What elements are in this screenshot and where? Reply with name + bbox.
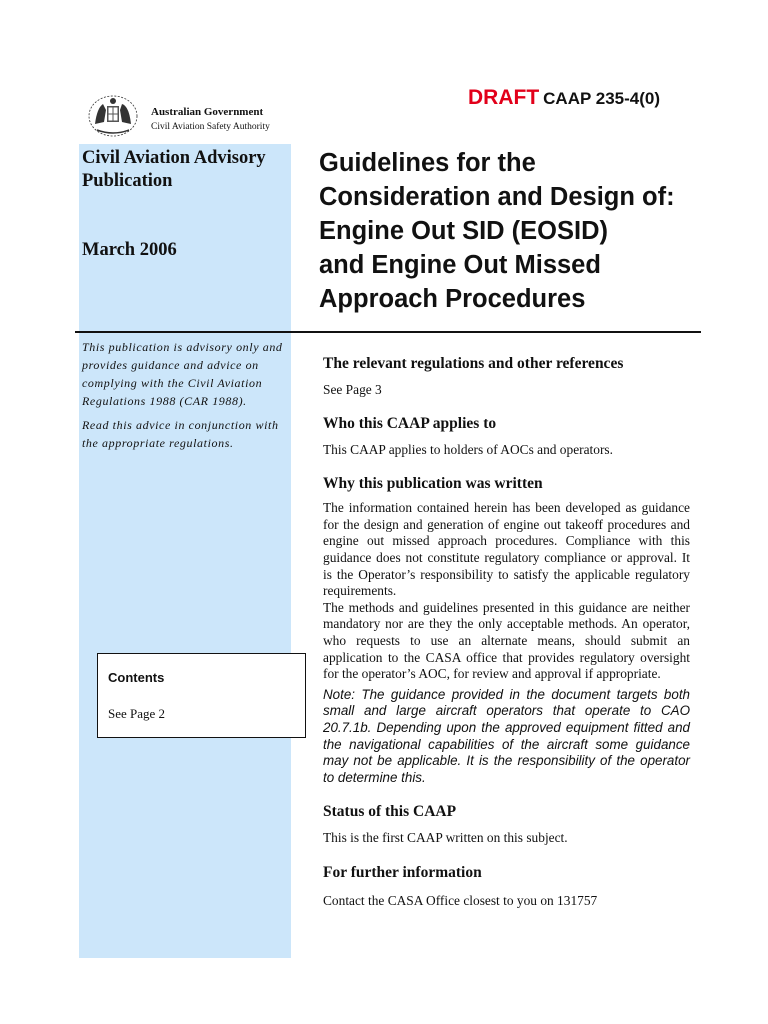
title-line: Consideration and Design of: (319, 183, 675, 211)
government-logo (79, 88, 291, 144)
caap-number: CAAP 235-4(0) (543, 89, 660, 108)
contents-heading: Contents (108, 670, 165, 685)
title-line: Guidelines for the (319, 149, 536, 177)
sidebar-panel (79, 88, 291, 958)
authority-name: Civil Aviation Safety Authority (151, 122, 270, 132)
section-heading: Why this publication was written (323, 475, 543, 493)
conjunction-text: Read this advice in conjunction with the appropriate regulations. (82, 418, 279, 450)
why-paragraph: The methods and guidelines presented in this guidance are neither mandatory nor are they the only acceptable methods. An operator, who requests to use an alternate means, should submit an application to the CASA office that provides regulatory oversight for the operator’s AOC, for review and approval if appropriate. (323, 599, 690, 682)
coat-of-arms-icon (87, 92, 139, 140)
header-divider (75, 331, 701, 333)
government-name: Australian Government (151, 106, 264, 118)
contents-link[interactable]: See Page 2 (108, 706, 166, 721)
note-text: Note: The guidance provided in the document targets both small and large aircraft operators that operate to CAO 20.7.1b. Depending upon the approved equipment fitted and the navigational capabilities of the aircraft some guidance may not be applicable. It is the responsibility of the operator to determine this. (323, 686, 690, 785)
section-heading: Who this CAAP applies to (323, 414, 497, 432)
section-heading: The relevant regulations and other references (323, 355, 624, 372)
main-content (323, 354, 690, 909)
title-line: and Engine Out Missed (319, 251, 601, 279)
document-id (468, 86, 660, 110)
section-heading: Status of this CAAP (323, 803, 457, 821)
page-title (319, 146, 759, 316)
title-line: Approach Procedures (319, 285, 586, 313)
contents-box (97, 653, 306, 738)
publication-type: Civil Aviation Advisory Publication (82, 148, 266, 191)
advisory-text: This publication is advisory only and provides guidance and advice on complying with the Civil Aviation Regulations 1988 (CAR 1988). (82, 340, 283, 408)
advisory-notice (82, 338, 289, 458)
draft-label: DRAFT (468, 86, 540, 109)
further-text: Contact the CASA Office closest to you on 131757 (323, 892, 598, 908)
publication-date: March 2006 (82, 240, 177, 260)
title-line: Engine Out SID (EOSID) (319, 217, 609, 245)
references-text: See Page 3 (323, 382, 382, 397)
applies-text: This CAAP applies to holders of AOCs and operators. (323, 441, 613, 457)
section-heading: For further information (323, 863, 482, 881)
status-text: This is the first CAAP written on this subject. (323, 830, 568, 846)
why-paragraph: The information contained herein has been developed as guidance for the design and generation of engine out takeoff procedures and engine out missed approach procedures. Compliance with this guidance does not constitute regulatory compliance or approval. It is the Operator’s responsibility to satisfy the applicable regulatory requirements. (323, 500, 690, 599)
